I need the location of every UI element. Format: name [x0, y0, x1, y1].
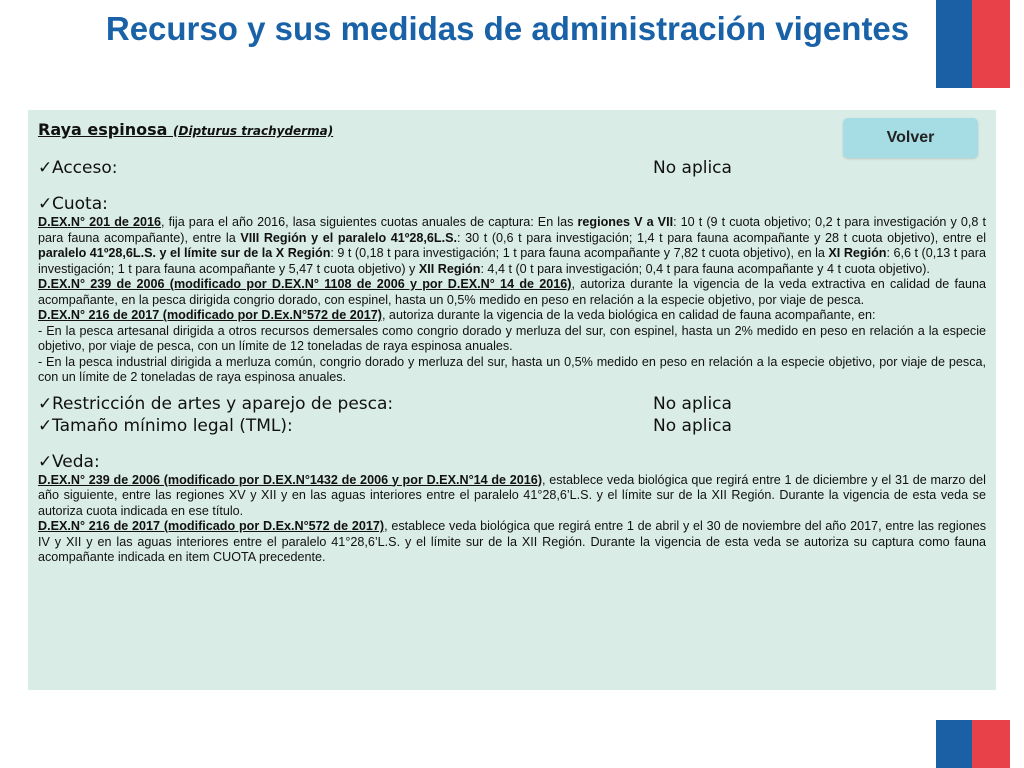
decree-link: D.EX.N° 216 de 2017 (modificado por D.Ex.N°572 de 2017) [38, 519, 385, 533]
veda-label: Veda: [52, 451, 100, 472]
species-scientific-name: (Dipturus trachyderma) [173, 124, 334, 138]
checkmark-icon: ✓ [38, 158, 53, 178]
tml-item [38, 415, 986, 437]
cuota-label: Cuota: [52, 194, 108, 214]
acceso-item [38, 157, 986, 179]
restriccion-item [38, 393, 986, 415]
flag-decoration-bottom [936, 720, 1010, 768]
volver-button[interactable]: Volver [843, 118, 978, 158]
veda-item [38, 451, 986, 473]
cuota-paragraph-3: D.EX.N° 216 de 2017 (modificado por D.Ex.N°572 de 2017), autoriza durante la vigencia de la veda biológica en calidad de fauna acompañante, en: [38, 308, 876, 322]
decree-link: D.EX.N° 239 de 2006 (modificado por D.EX.N°1432 de 2006 y por D.EX.N°14 de 2016) [38, 472, 543, 487]
acceso-label: Acceso: [52, 158, 118, 178]
decree-link: D.EX.N° 201 de 2016 [38, 215, 162, 229]
restriccion-value: No aplica [653, 393, 732, 414]
tml-value: No aplica [653, 415, 732, 436]
content-panel [28, 110, 996, 690]
cuota-section [38, 215, 986, 386]
cuota-paragraph-5: - En la pesca industrial dirigida a merluza común, congrio dorado y merluza del sur, hasta un 0,5% medido en peso en relación a la especie objetivo, por viaje de pesca, con un límite de 2 toneladas de raya espinosa anuales. [38, 354, 986, 384]
acceso-value: No aplica [653, 158, 732, 178]
checkmark-icon: ✓ [38, 451, 53, 472]
cuota-item [38, 193, 986, 215]
checkmark-icon: ✓ [38, 415, 53, 436]
cuota-paragraph-1: D.EX.N° 201 de 2016, fija para el año 2016, lasa siguientes cuotas anuales de captura: En las regiones V a VII: 10 t (9 t cuota objetivo; 0,2 t para investigación y 0,8 t para fauna acompañante), entre la VIII Región y el paralelo 41º28,6L.S.: 30 t (0,6 t para investigación; 1,4 t para fauna acompañante y 28 t cuota objetivo), entre el paralelo 41º28,6L.S. y el límite sur de la X Región: 9 t (0,18 t para investigación; 1 t para fauna acompañante y 7,82 t cuota objetivo), en la XI Región: 6,6 t (0,13 t para investigación; 1 t para fauna acompañante y 5,47 t cuota objetivo) y XII Región: 4,4 t (0 t para investigación; 0,4 t para fauna acompañante y 4 t cuota objetivo). [38, 215, 987, 276]
cuota-paragraph-2: D.EX.N° 239 de 2006 (modificado por D.EX.N° 1108 de 2006 y por D.EX.N° 14 de 2016), autoriza durante la vigencia de la veda extractiva en calidad de fauna acompañante, en la pesca dirigida congrio dorado, con espinel, hasta un 0,5% medido en peso en relación a la especie objetivo, por viaje de pesca. [38, 277, 986, 307]
decree-link: D.EX.N° 239 de 2006 (modificado por D.EX.N° 1108 de 2006 y por D.EX.N° 14 de 2016) [38, 277, 572, 291]
tml-label: Tamaño mínimo legal (TML): [52, 415, 293, 436]
veda-paragraph-2: D.EX.N° 216 de 2017 (modificado por D.Ex.N°572 de 2017), establece veda biológica que regirá entre 1 de abril y el 30 de noviembre del año 2017, entre las regiones IV y XII y en las aguas interiores entre el paralelo 41°28,6’L.S. y el límite sur de la XII Región. Durante la vigencia de esta veda se autoriza su captura como fauna acompañante indicada en item CUOTA precedente. [38, 519, 987, 564]
checkmark-icon: ✓ [38, 393, 53, 414]
species-name: Raya espinosa [38, 120, 168, 139]
cuota-paragraph-4: - En la pesca artesanal dirigida a otros recursos demersales como congrio dorado y merluza del sur, con espinel, hasta un 2% medido en peso en relación a la especie objetivo, por viaje de pesca, con un límite de 12 toneladas de raya espinosa anuales. [38, 323, 986, 353]
flag-decoration-top [936, 0, 1010, 88]
veda-paragraph-1: D.EX.N° 239 de 2006 (modificado por D.EX.N°1432 de 2006 y por D.EX.N°14 de 2016), establece veda biológica que regirá entre 1 de diciembre y el 31 de marzo del año siguiente, entre las regiones XV y XII y en las aguas interiores entre el paralelo 41°28,6’L.S. y el límite sur de la XII Región. Durante la vigencia de esta veda se autoriza cuota indicada en ese título. [38, 472, 986, 518]
page-title: Recurso y sus medidas de administración vigentes [105, 10, 910, 47]
checkmark-icon: ✓ [38, 194, 53, 214]
decree-link: D.EX.N° 216 de 2017 (modificado por D.Ex.N°572 de 2017) [38, 308, 382, 322]
veda-section [38, 473, 986, 566]
restriccion-label: Restricción de artes y aparejo de pesca: [52, 393, 394, 414]
